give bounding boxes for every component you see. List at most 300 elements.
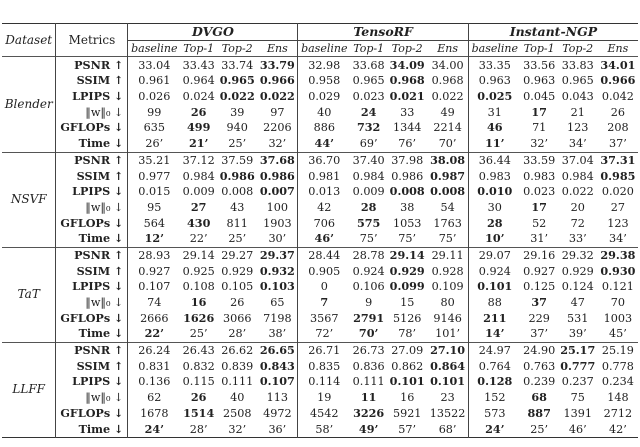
value-cell [598,421,638,437]
value-cell [298,310,350,326]
value-cell [468,120,520,136]
dataset-header: Dataset [2,24,56,57]
value-cell [350,73,387,89]
value: 123 [607,216,629,230]
value: 29.07 [478,248,511,262]
value-cell [298,421,350,437]
best-value: 0.986 [219,168,255,183]
value-cell [558,263,598,279]
value-cell [427,73,468,89]
value-cell [217,184,257,200]
value-cell [521,390,558,406]
value-cell [350,104,387,120]
value-cell [468,231,520,247]
value: 33.74 [221,58,254,72]
value: 62 [147,391,162,405]
value-cell [521,374,558,390]
value-cell [180,152,217,168]
value: 19 [317,391,332,405]
value: 29.14 [182,248,215,262]
table-row [2,421,638,437]
value: 0.042 [601,90,634,104]
value-cell [558,279,598,295]
value: 0.964 [182,74,215,88]
best-value: 21’ [188,136,209,151]
value: 72 [570,216,585,230]
value: 26.24 [138,344,171,358]
value: 0.107 [138,280,171,294]
value-cell [180,358,217,374]
value-cell [387,184,427,200]
value-cell [521,326,558,342]
value: 32’ [530,137,549,151]
value: 0.043 [561,90,594,104]
value-cell [128,73,180,89]
value: 0.981 [308,169,341,183]
value: 0.963 [523,74,556,88]
value: 100 [266,200,289,214]
subcolumn-header: Top-1 [521,40,558,57]
value-cell [558,57,598,73]
best-value: 0.101 [389,374,425,389]
value-cell [128,231,180,247]
value-cell [350,120,387,136]
value-cell [257,200,298,216]
value-cell [298,326,350,342]
value: 0.983 [478,169,511,183]
value-cell [257,358,298,374]
value: 886 [313,121,335,135]
subcolumn-header: Top-1 [350,40,387,57]
metric-label: PSNR ↑ [56,57,128,73]
value-cell [350,168,387,184]
value-cell [521,89,558,105]
value: 34.00 [431,58,464,72]
value-cell [468,295,520,311]
value: 0.234 [601,375,634,389]
metric-label: Time ↓ [56,421,128,437]
best-value: 0.107 [259,374,295,389]
value: 0.961 [138,74,171,88]
value: 0.831 [138,359,171,373]
value: 68’ [438,422,457,436]
value-cell [298,295,350,311]
value-cell [521,73,558,89]
value-cell [298,215,350,231]
value: 0.983 [523,169,556,183]
value: 25’ [228,232,247,246]
value-cell [257,104,298,120]
value-cell [427,295,468,311]
value-cell [387,73,427,89]
value-cell [217,374,257,390]
value: 26’ [145,137,164,151]
best-value: 11 [360,390,377,405]
value: 2206 [263,121,292,135]
value-cell [180,57,217,73]
table-row [2,263,638,279]
value: 148 [607,391,629,405]
value-cell [598,231,638,247]
table-row [2,390,638,406]
value: 0.836 [352,359,385,373]
value: 52 [532,216,547,230]
table-row [2,231,638,247]
metric-label: LPIPS ↓ [56,279,128,295]
value: 23 [440,391,455,405]
value: 1391 [563,406,592,420]
value: 26.71 [308,344,341,358]
value-cell [558,326,598,342]
value: 37’ [530,327,549,341]
value-cell [257,184,298,200]
value-cell [558,89,598,105]
best-value: 17 [531,104,547,119]
value-cell [298,73,350,89]
value-cell [298,342,350,358]
value: 0.125 [523,280,556,294]
value: 0.105 [221,280,254,294]
metric-label: LPIPS ↓ [56,374,128,390]
best-value: 887 [527,405,551,420]
value: 36.44 [478,153,511,167]
value-cell [128,136,180,152]
value-cell [180,104,217,120]
table-row [2,310,638,326]
method-header-tensorf: TensoRF [298,24,469,41]
value: 2508 [222,406,252,420]
value: 30’ [268,232,287,246]
value-cell [350,342,387,358]
value-cell [558,152,598,168]
best-value: 0.103 [259,279,295,294]
best-value: 0.966 [600,73,636,88]
value-cell [217,89,257,105]
value-cell [427,358,468,374]
value-cell [128,326,180,342]
best-value: 0.099 [389,279,425,294]
best-value: 68 [531,390,547,405]
value: 32’ [228,422,247,436]
table-row [2,73,638,89]
value-cell [257,326,298,342]
metric-label: SSIM ↑ [56,358,128,374]
value-cell [427,247,468,263]
value: 70’ [438,137,457,151]
value: 113 [266,391,289,405]
value: 0.929 [561,264,594,278]
value-cell [387,120,427,136]
value-cell [257,73,298,89]
value-cell [521,215,558,231]
value-cell [128,168,180,184]
results-table [2,23,638,438]
best-value: 0.008 [430,184,466,199]
value: 28.44 [308,248,341,262]
value-cell [468,136,520,152]
method-header-dvgo: DVGO [128,24,298,41]
metric-label: ‖w‖₀ ↓ [56,104,128,120]
value-cell [521,136,558,152]
value-cell [387,374,427,390]
value-cell [427,57,468,73]
value-cell [128,342,180,358]
value: 26.62 [221,344,254,358]
value: 27.09 [391,344,424,358]
value-cell [521,57,558,73]
value-cell [257,263,298,279]
value-cell [468,421,520,437]
value: 26.73 [352,344,385,358]
value: 152 [484,391,506,405]
value: 0.008 [221,185,254,199]
value-cell [257,390,298,406]
value: 75’ [438,232,457,246]
value-cell [217,295,257,311]
value-cell [598,104,638,120]
value: 811 [226,216,248,230]
best-value: 34.01 [600,57,636,72]
value-cell [521,231,558,247]
value: 76’ [398,137,417,151]
value-cell [521,279,558,295]
best-value: 0.932 [259,263,295,278]
value: 38’ [268,327,287,341]
value-cell [128,358,180,374]
value: 0.905 [308,264,341,278]
value: 0.015 [138,185,171,199]
best-value: 24 [360,104,377,119]
best-value: 575 [356,215,381,230]
value: 33.83 [561,58,594,72]
value-cell [257,215,298,231]
value-cell [298,279,350,295]
value-cell [598,247,638,263]
value-cell [298,374,350,390]
value-cell [257,310,298,326]
value-cell [257,231,298,247]
value-cell [217,342,257,358]
table-row [2,136,638,152]
value-cell [468,342,520,358]
value: 99 [147,105,162,119]
value-cell [387,406,427,422]
subcolumn-header: baseline [468,40,520,57]
best-value: 44’ [314,136,334,151]
value-cell [217,310,257,326]
value-cell [558,215,598,231]
value: 32.98 [308,58,341,72]
value-cell [350,152,387,168]
value-cell [180,168,217,184]
value: 0.106 [352,280,385,294]
value-cell [521,406,558,422]
value: 37.98 [391,153,424,167]
value: 33.68 [352,58,385,72]
value-cell [427,215,468,231]
value: 29.16 [523,248,556,262]
best-value: 1626 [183,310,215,325]
value: 43 [230,200,245,214]
value-cell [558,247,598,263]
value-cell [387,421,427,437]
value-cell [350,231,387,247]
value-cell [468,152,520,168]
value-cell [257,279,298,295]
value-cell [387,231,427,247]
value: 0.115 [182,375,215,389]
value-cell [427,231,468,247]
value-cell [217,152,257,168]
value: 37.12 [182,153,215,167]
value: 33.04 [138,58,171,72]
value: 3066 [222,311,252,325]
value-cell [298,89,350,105]
value-cell [217,136,257,152]
value: 33.35 [478,58,511,72]
value: 33’ [568,232,587,246]
value: 0.237 [561,375,594,389]
best-value: 0.128 [477,374,513,389]
value-cell [257,152,298,168]
best-value: 0.010 [477,184,513,199]
value-cell [350,184,387,200]
value-cell [350,390,387,406]
value-cell [180,406,217,422]
value-cell [468,104,520,120]
value-cell [427,342,468,358]
value-cell [598,263,638,279]
value-cell [257,295,298,311]
value-cell [350,200,387,216]
value: 0.020 [601,185,634,199]
value-cell [217,263,257,279]
value-cell [427,120,468,136]
value: 37.04 [561,153,594,167]
value-cell [387,200,427,216]
value: 706 [313,216,335,230]
value: 101’ [435,327,461,341]
table-row [2,342,638,358]
subcolumn-header: baseline [298,40,350,57]
best-value: 0.987 [430,168,466,183]
value-cell [257,120,298,136]
value: 0.984 [182,169,215,183]
table-row [2,326,638,342]
value: 40 [230,391,245,405]
value: 29.27 [221,248,254,262]
value-cell [128,279,180,295]
value-cell [298,104,350,120]
value-cell [558,421,598,437]
value-cell [427,374,468,390]
value-cell [257,57,298,73]
value-cell [558,295,598,311]
value-cell [468,263,520,279]
value-cell [217,390,257,406]
subcolumn-header: Top-2 [558,40,598,57]
best-value: 10’ [485,231,505,246]
value-cell [598,374,638,390]
value: 65 [270,296,285,310]
value: 1678 [140,406,169,420]
best-value: 0.968 [389,73,425,88]
metric-label: PSNR ↑ [56,342,128,358]
value: 0.984 [561,169,594,183]
value-cell [468,390,520,406]
value-cell [558,136,598,152]
value-cell [180,295,217,311]
table-row [2,215,638,231]
subcolumn-header: Top-1 [180,40,217,57]
value: 0.968 [431,74,464,88]
value-cell [298,231,350,247]
value-cell [387,89,427,105]
value-cell [217,120,257,136]
value-cell [598,310,638,326]
value-cell [521,310,558,326]
value-cell [128,421,180,437]
value-cell [558,184,598,200]
value-cell [180,200,217,216]
value: 0.108 [182,280,215,294]
value-cell [350,295,387,311]
best-value: 27.10 [430,343,466,358]
metric-label: GFLOPs ↓ [56,120,128,136]
value-cell [257,136,298,152]
metric-label: LPIPS ↓ [56,89,128,105]
value-cell [180,89,217,105]
value-cell [298,247,350,263]
table-row [2,104,638,120]
best-value: 0.007 [259,184,295,199]
value: 564 [143,216,165,230]
value-cell [350,247,387,263]
subcolumn-header: Ens [257,40,298,57]
value-cell [598,358,638,374]
value: 1003 [603,311,633,325]
value-cell [128,406,180,422]
value-cell [350,57,387,73]
value-cell [387,263,427,279]
best-value: 0.843 [259,358,295,373]
value: 2214 [433,121,462,135]
value: 1344 [392,121,422,135]
value-cell [180,374,217,390]
value-cell [598,215,638,231]
value-cell [558,358,598,374]
value-cell [387,215,427,231]
value: 33 [400,105,415,119]
value-cell [217,104,257,120]
best-value: 29.37 [259,247,295,262]
value: 2712 [603,406,633,420]
value-cell [468,279,520,295]
value-cell [217,231,257,247]
subcolumn-header: Top-2 [387,40,427,57]
best-value: 0.985 [600,168,636,183]
value: 0.986 [391,169,424,183]
value-cell [128,390,180,406]
best-value: 3226 [353,405,385,420]
value-cell [257,374,298,390]
value-cell [558,374,598,390]
value: 25’ [189,327,208,341]
best-value: 2791 [353,310,385,325]
table-row [2,152,638,168]
value-cell [598,200,638,216]
value-cell [468,215,520,231]
